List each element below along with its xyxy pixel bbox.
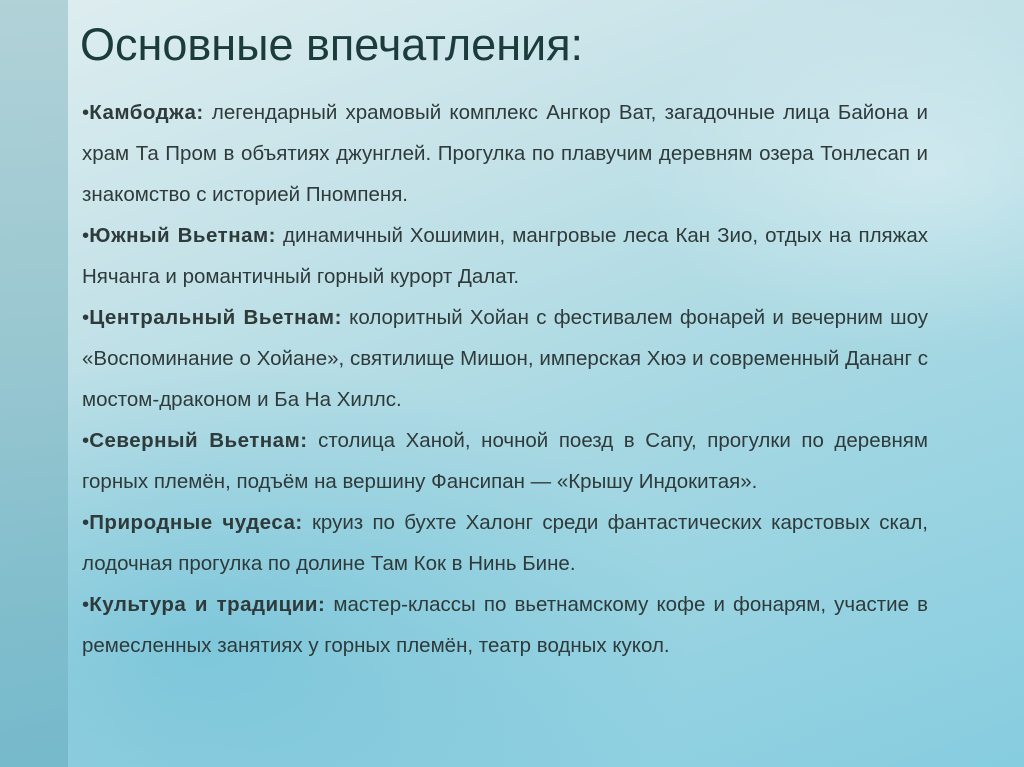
bullet-text: легендарный храмовый комплекс Ангкор Ват, загадочные лица Байона и храм Та Пром в объятиях джунглей. Прогулка по плавучим деревням озера Тонлесап и знакомство с историей Пномпеня. xyxy=(82,101,928,206)
bullet-marker: • xyxy=(82,511,90,534)
bullet-heading: Южный Вьетнам: xyxy=(89,224,276,247)
bullet-marker: • xyxy=(82,306,90,329)
bullet-marker: • xyxy=(82,593,90,616)
bullet-heading: Центральный Вьетнам: xyxy=(89,306,342,329)
bullet-marker: • xyxy=(82,224,90,247)
bullet-text: колоритный Хойан с фестивалем фонарей и вечерним шоу «Воспоминание о Хойане», святилище Мишон, имперская Хюэ и современный Дананг с мостом-драконом и Ба На Хиллс. xyxy=(82,306,928,411)
bullet-heading: Северный Вьетнам: xyxy=(89,429,308,452)
bullet-heading: Культура и традиции: xyxy=(89,593,326,616)
bullet-heading: Природные чудеса: xyxy=(89,511,303,534)
bullet-item-central-vietnam xyxy=(82,297,928,420)
bullet-list xyxy=(82,92,928,666)
bullet-text: круиз по бухте Халонг среди фантастических карстовых скал, лодочная прогулка по долине Там Кок в Нинь Бине. xyxy=(82,511,928,575)
bullet-item-cambodia xyxy=(82,92,928,215)
bullet-item-north-vietnam xyxy=(82,420,928,502)
bullet-item-south-vietnam xyxy=(82,215,928,297)
bullet-marker: • xyxy=(82,101,90,124)
bullet-item-natural-wonders xyxy=(82,502,928,584)
bullet-text: мастер-классы по вьетнамскому кофе и фонарям, участие в ремесленных занятиях у горных племён, театр водных кукол. xyxy=(82,593,928,657)
bullet-item-culture xyxy=(82,584,928,666)
bullet-text: столица Ханой, ночной поезд в Сапу, прогулки по деревням горных племён, подъём на вершину Фансипан — «Крышу Индокитая». xyxy=(82,429,928,493)
bullet-marker: • xyxy=(82,429,90,452)
bullet-text: динамичный Хошимин, мангровые леса Кан Зио, отдых на пляжах Нячанга и романтичный горный курорт Далат. xyxy=(82,224,929,288)
decorative-left-band xyxy=(0,0,68,767)
slide-title: Основные впечатления: xyxy=(80,19,584,70)
bullet-heading: Камбоджа: xyxy=(89,101,204,124)
